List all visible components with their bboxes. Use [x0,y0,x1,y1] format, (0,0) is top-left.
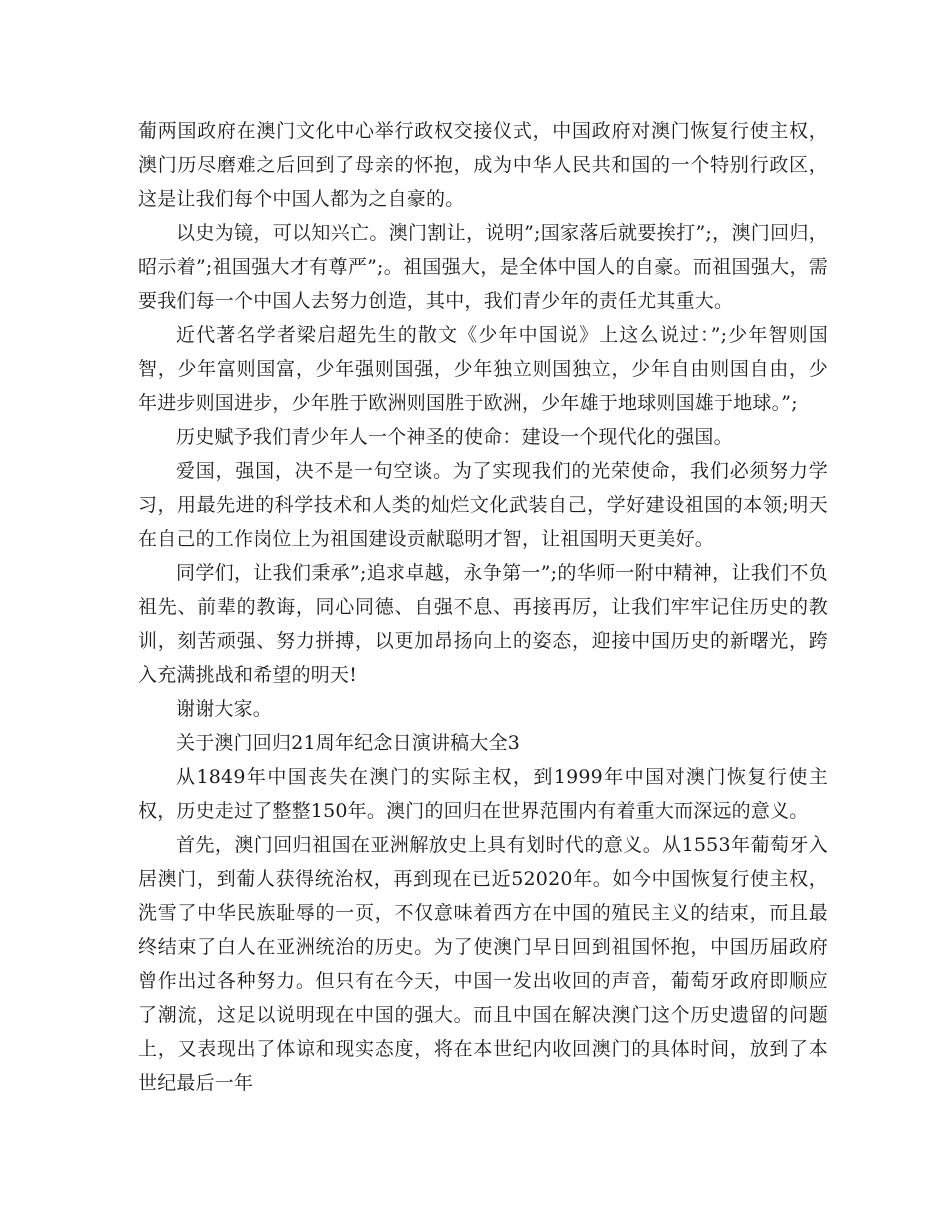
section-heading: 关于澳门回归21周年纪念日演讲稿大全3 [176,732,521,754]
paragraph-call-to-students: 同学们，让我们秉承”;追求卓越，永争第一”;的华师一附中精神，让我们不负祖先、前辈的教诲，同心同德、自强不息、再接再厉，让我们牢牢记住历史的教训，刻苦顽强、努力拼搏，以更加昂扬向上的姿态，迎接中国历史的新曙光，跨入充满挑战和希望的明天! [138,562,828,686]
document-body [138,114,828,1100]
paragraph-handover-ceremony: 葡两国政府在澳门文化中心举行政权交接仪式，中国政府对澳门恢复行使主权，澳门历尽磨难之后回到了母亲的怀抱，成为中华人民共和国的一个特别行政区，这是让我们每个中国人都为之自豪的。 [138,120,828,210]
paragraph-asian-liberation: 首先，澳门回归祖国在亚洲解放史上具有划时代的意义。从1553年葡萄牙入居澳门，到葡人获得统治权，再到现在已近52020年。如今中国恢复行使主权，洗雪了中华民族耻辱的一页，不仅意味着西方在中国的殖民主义的结束，而且最终结束了白人在亚洲统治的历史。为了使澳门早日回到祖国怀抱，中国历届政府曾作出过各种努力。但只有在今天，中国一发出收回的声音，葡萄牙政府即顺应了潮流，这足以说明现在中国的强大。而且中国在解决澳门这个历史遗留的问题上，又表现出了体谅和现实态度，将在本世纪内收回澳门的具体时间，放到了本世纪最后一年 [138,834,828,1094]
paragraph-patriotism: 爱国，强国，决不是一句空谈。为了实现我们的光荣使命，我们必须努力学习，用最先进的科学技术和人类的灿烂文化武装自己，学好建设祖国的本领;明天在自己的工作岗位上为祖国建设贡献聪明才智，让祖国明天更美好。 [138,460,828,550]
paragraph-sacred-mission: 历史赋予我们青少年人一个神圣的使命：建设一个现代化的强国。 [176,426,733,448]
paragraph-liang-qichao-quote: 近代著名学者梁启超先生的散文《少年中国说》上这么说过：”;少年智则国智，少年富则国富，少年强则国强，少年独立则国独立，少年自由则国自由，少年进步则国进步，少年胜于欧洲则国胜于欧洲，少年雄于地球则国雄于地球。”; [138,324,828,414]
paragraph-150-years: 从1849年中国丧失在澳门的实际主权，到1999年中国对澳门恢复行使主权，历史走过了整整150年。澳门的回归在世界范围内有着重大而深远的意义。 [138,766,828,822]
paragraph-history-mirror: 以史为镜，可以知兴亡。澳门割让，说明”;国家落后就要挨打”;，澳门回归，昭示着”;祖国强大才有尊严”;。祖国强大，是全体中国人的自豪。而祖国强大，需要我们每一个中国人去努力创造，其中，我们青少年的责任尤其重大。 [138,222,828,312]
paragraph-thanks: 谢谢大家。 [176,698,273,720]
